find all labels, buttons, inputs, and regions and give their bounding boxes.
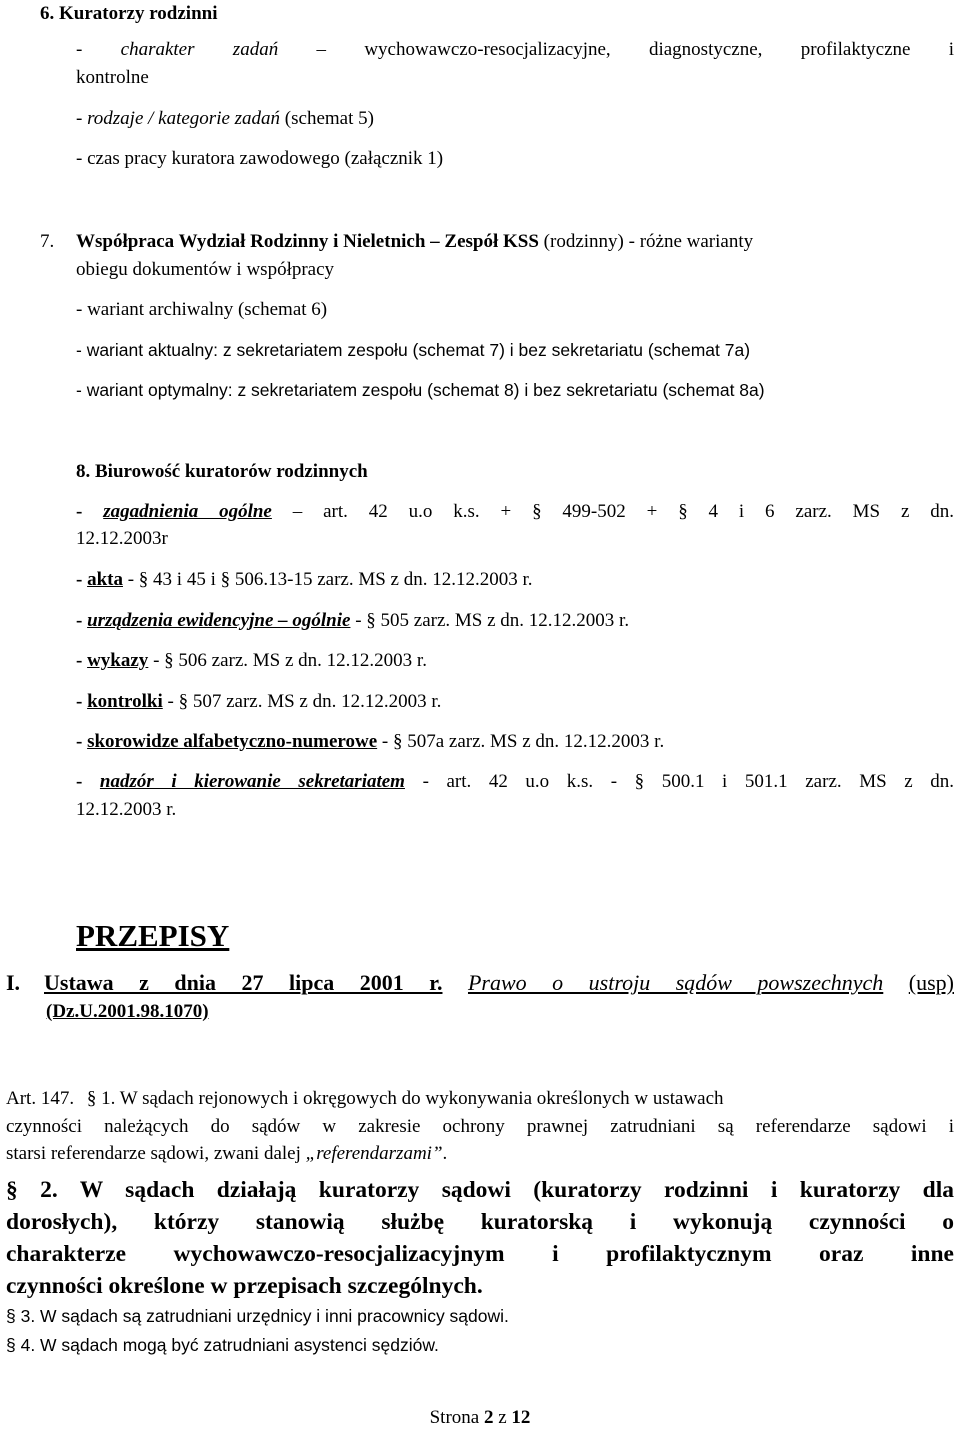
sec8-line-zagadnienia: - zagadnienia ogólne – art. 42 u.o k.s. + § 499-502 + § 4 i 6 zarz. MS z dn.: [76, 501, 955, 522]
sec8-skorowidze-label: skorowidze alfabetyczno-numerowe: [87, 731, 378, 752]
art147-p2-line-1: § 2. W sądach działają kuratorzy sądowi (kuratorzy rodzinni i kuratorzy dla: [6, 1177, 954, 1203]
sec8-zagadnienia-cont: 12.12.2003r: [76, 528, 168, 549]
sec6-charakter-text: wychowawczo-resocjalizacyjne, diagnostyczne, profilaktyczne i: [364, 39, 955, 60]
sec8-urzadzenia-label: urządzenia ewidencyjne – ogólnie: [87, 610, 351, 631]
ustawa-pre: Ustawa z dnia 27 lipca 2001 r.: [44, 970, 443, 995]
sec6-line-charakter: [76, 38, 954, 63]
section-7-heading: [40, 230, 954, 255]
ustawa-num: I.: [6, 970, 21, 995]
sec8-skorowidze-text: - § 507a zarz. MS z dn. 12.12.2003 r.: [381, 731, 665, 752]
art147-p2-line-4: czynności określone w przepisach szczególnych.: [6, 1273, 483, 1299]
section-8-heading: 8. Biurowość kuratorów rodzinnych: [76, 461, 368, 482]
sec8-wykazy-label: wykazy: [87, 650, 149, 671]
sec8-wykazy-text: - § 506 zarz. MS z dn. 12.12.2003 r.: [153, 650, 427, 671]
sec8-line-skorowidze: - skorowidze alfabetyczno-numerowe - § 507a zarz. MS z dn. 12.12.2003 r.: [76, 731, 665, 752]
sec7-variant-optimal: - wariant optymalny: z sekretariatem zespołu (schemat 8) i bez sekretariatu (schemat 8a): [76, 380, 765, 400]
ustawa-abbr: (usp): [908, 970, 954, 995]
sec8-nadzor-text: - art. 42 u.o k.s. - § 500.1 i 501.1 zarz. MS z dn.: [422, 771, 955, 792]
art147-p2-line-2: dorosłych), którzy stanowią służbę kuratorską i wykonują czynności o: [6, 1209, 954, 1235]
sec7-num: 7.: [40, 231, 55, 252]
sec8-line-akta: - akta - § 43 i 45 i § 506.13-15 zarz. MS z dn. 12.12.2003 r.: [76, 569, 533, 590]
art147-p3: § 3. W sądach są zatrudniani urzędnicy i inni pracownicy sądowi.: [6, 1306, 509, 1326]
art147-p4: § 4. W sądach mogą być zatrudniani asystenci sędziów.: [6, 1335, 439, 1355]
sec8-line-urzadzenia: - urządzenia ewidencyjne – ogólnie - § 505 zarz. MS z dn. 12.12.2003 r.: [76, 610, 630, 631]
section-6-heading: 6. Kuratorzy rodzinni: [40, 3, 218, 24]
footer-page: 2: [483, 1407, 494, 1428]
sec8-akta-text: - § 43 i 45 i § 506.13-15 zarz. MS z dn. 12.12.2003 r.: [127, 569, 533, 590]
art147-line-1: [6, 1087, 954, 1112]
sec8-zagadnienia-text: – art. 42 u.o k.s. + § 499-502 + § 4 i 6 zarz. MS z dn.: [292, 501, 955, 522]
sec8-nadzor-cont: 12.12.2003 r.: [76, 799, 177, 820]
footer-mid: z: [498, 1407, 507, 1428]
art147-p1-c-end: .: [442, 1143, 448, 1164]
art147-p1-c: [6, 1142, 954, 1167]
sec6-charakter-dash: –: [316, 39, 327, 60]
sec8-zagadnienia-label: zagadnienia ogólne: [103, 501, 272, 522]
przepisy-heading: PRZEPISY: [76, 918, 230, 953]
art147-p2-line-3: charakterze wychowawczo-resocjalizacyjnym i profilaktycznym oraz inne: [6, 1241, 954, 1267]
sec6-line-rodzaje: [76, 107, 954, 132]
sec6-line-charakter-cont: kontrolne: [76, 67, 149, 88]
sec6-charakter-label: - charakter zadań: [76, 39, 279, 60]
sec7-title-cont: obiegu dokumentów i współpracy: [76, 259, 335, 280]
sec6-line-czas: - czas pracy kuratora zawodowego (załącznik 1): [76, 148, 444, 169]
ustawa-line: [6, 969, 954, 998]
sec8-nadzor-label: nadzór i kierowanie sekretariatem: [99, 771, 405, 792]
footer-total: 12: [511, 1407, 531, 1428]
art147-p1-a: W sądach rejonowych i okręgowych do wykonywania określonych w ustawach: [119, 1088, 724, 1109]
art147-lead: Art. 147.: [6, 1088, 75, 1109]
art147-p1-c-term: „referendarzami”: [305, 1143, 443, 1164]
sec8-akta-label: akta: [87, 569, 123, 590]
sec8-urzadzenia-text: - § 505 zarz. MS z dn. 12.12.2003 r.: [355, 610, 630, 631]
footer-pre: Strona: [429, 1407, 480, 1428]
sec8-kontrolki-label: kontrolki: [87, 691, 163, 712]
art147-p1-c-pre: starsi referendarze sądowi, zwani dalej: [6, 1143, 301, 1164]
sec6-rodzaje-text: (schemat 5): [284, 108, 374, 129]
sec8-kontrolki-text: - § 507 zarz. MS z dn. 12.12.2003 r.: [167, 691, 442, 712]
sec7-variant-current: - wariant aktualny: z sekretariatem zespołu (schemat 7) i bez sekretariatu (schemat 7a): [76, 340, 751, 360]
sec6-rodzaje-label: - rodzaje / kategorie zadań: [76, 108, 281, 129]
sec8-line-wykazy: - wykazy - § 506 zarz. MS z dn. 12.12.2003 r.: [76, 650, 427, 671]
sec7-title: Współpraca Wydział Rodzinny i Nieletnich – Zespół KSS: [76, 231, 539, 252]
page-footer: [0, 1406, 960, 1431]
sec8-line-nadzor: - nadzór i kierowanie sekretariatem - art. 42 u.o k.s. - § 500.1 i 501.1 zarz. MS z dn.: [76, 771, 955, 792]
art147-p1-b: czynności należących do sądów w zakresie ochrony prawnej zatrudniani są referendarze sądowi i: [6, 1116, 954, 1137]
sec8-line-kontrolki: - kontrolki - § 507 zarz. MS z dn. 12.12.2003 r.: [76, 691, 442, 712]
art147-p1-num: § 1.: [86, 1088, 116, 1109]
ustawa-ref: (Dz.U.2001.98.1070): [46, 1001, 209, 1022]
ustawa-title: Prawo o ustroju sądów powszechnych: [467, 970, 884, 995]
sec7-variant-archival: - wariant archiwalny (schemat 6): [76, 299, 328, 320]
sec7-title-rest: (rodzinny) - różne warianty: [543, 231, 754, 252]
